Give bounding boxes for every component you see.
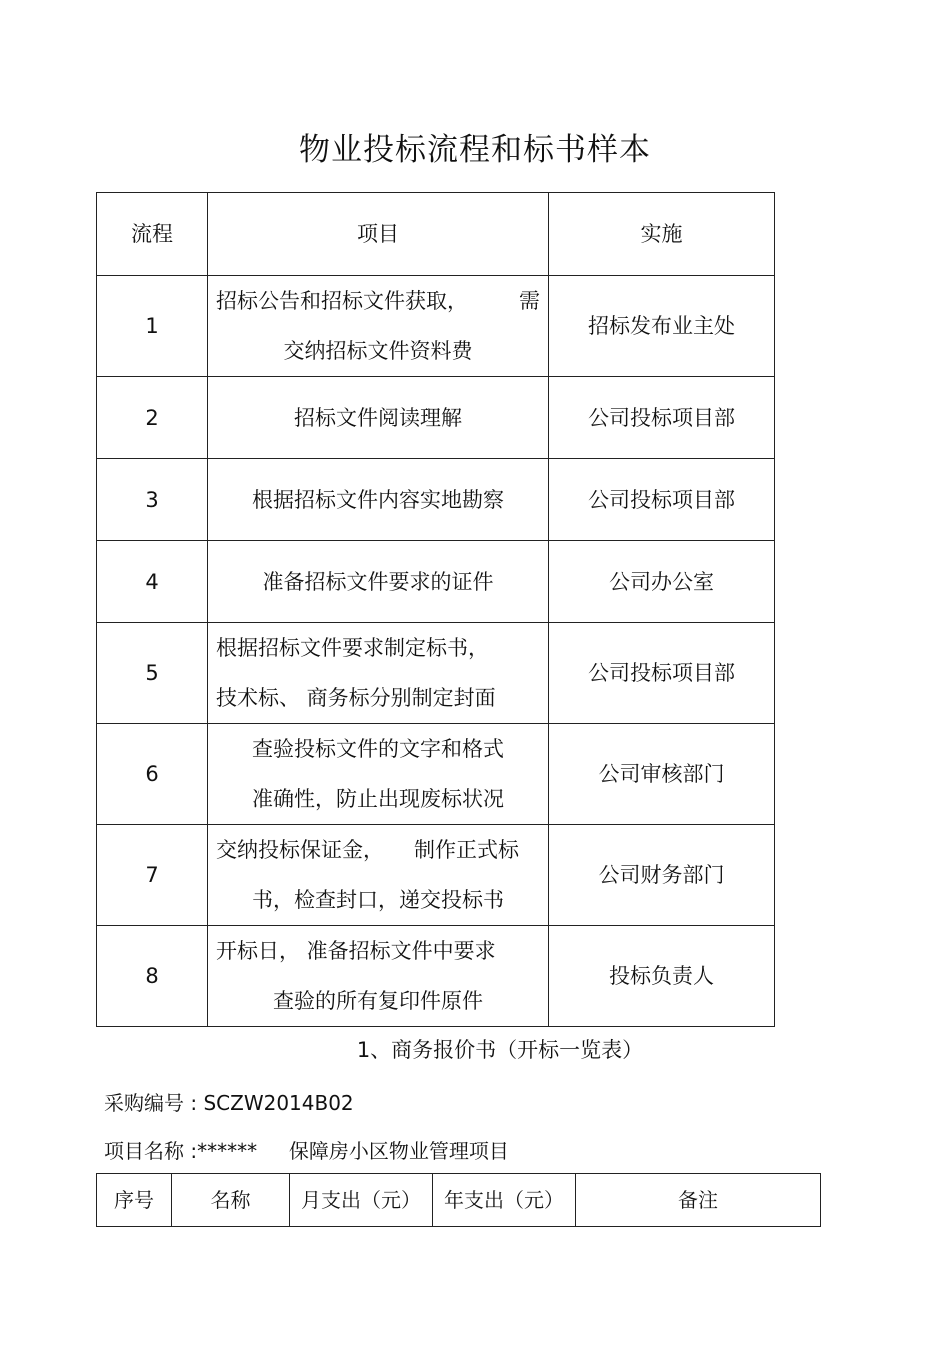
table-row <box>97 926 775 1027</box>
row-number: 5 <box>97 623 208 724</box>
section-title: 1、商务报价书（开标一览表） <box>356 1038 644 1062</box>
table-header-row <box>97 1174 821 1227</box>
row-number: 2 <box>97 377 208 459</box>
row-number: 6 <box>97 724 208 825</box>
table-row <box>97 541 775 623</box>
header-cell-item: 项目 <box>208 193 549 276</box>
row-number: 8 <box>97 926 208 1027</box>
table-row <box>97 276 775 377</box>
header-cell-name: 名称 <box>172 1174 290 1227</box>
row-number: 4 <box>97 541 208 623</box>
table-row <box>97 825 775 926</box>
row-item-line: 交纳招标文件资料费 <box>283 339 473 363</box>
row-item <box>208 276 549 377</box>
row-exec: 公司投标项目部 <box>549 459 775 541</box>
project-name: 项目名称 :****** 保障房小区物业管理项目 <box>104 1139 509 1163</box>
row-exec: 投标负责人 <box>549 926 775 1027</box>
page-title: 物业投标流程和标书样本 <box>299 132 651 168</box>
quote-table <box>96 1173 821 1227</box>
row-item: 根据招标文件要求制定标书， 技术标、 商务标分别制定封面 <box>208 623 549 724</box>
row-item-line: 招标公告和招标文件获取， 需 <box>216 289 540 313</box>
row-number: 1 <box>97 276 208 377</box>
row-item: 招标文件阅读理解 <box>208 377 549 459</box>
header-cell-remark: 备注 <box>576 1174 821 1227</box>
row-exec: 公司财务部门 <box>549 825 775 926</box>
purchase-number: 采购编号 : SCZW2014B02 <box>104 1091 354 1115</box>
table-row <box>97 377 775 459</box>
table-row <box>97 459 775 541</box>
row-item: 准备招标文件要求的证件 <box>208 541 549 623</box>
row-item: 根据招标文件内容实地勘察 <box>208 459 549 541</box>
header-cell-process: 流程 <box>97 193 208 276</box>
row-number: 7 <box>97 825 208 926</box>
table-row <box>97 724 775 825</box>
row-item: 开标日， 准备招标文件中要求 查验的所有复印件原件 <box>208 926 549 1027</box>
row-item: 交纳投标保证金， 制作正式标 书，检查封口，递交投标书 <box>208 825 549 926</box>
process-table <box>96 192 775 1027</box>
row-item: 查验投标文件的文字和格式 准确性，防止出现废标状况 <box>208 724 549 825</box>
row-exec: 招标发布业主处 <box>549 276 775 377</box>
table-row <box>97 623 775 724</box>
row-exec: 公司投标项目部 <box>549 623 775 724</box>
header-cell-yearly: 年支出（元） <box>433 1174 576 1227</box>
row-exec: 公司办公室 <box>549 541 775 623</box>
header-cell-no: 序号 <box>97 1174 172 1227</box>
header-cell-exec: 实施 <box>549 193 775 276</box>
header-cell-monthly: 月支出（元） <box>290 1174 433 1227</box>
table-header-row <box>97 193 775 276</box>
row-exec: 公司审核部门 <box>549 724 775 825</box>
row-number: 3 <box>97 459 208 541</box>
row-exec: 公司投标项目部 <box>549 377 775 459</box>
